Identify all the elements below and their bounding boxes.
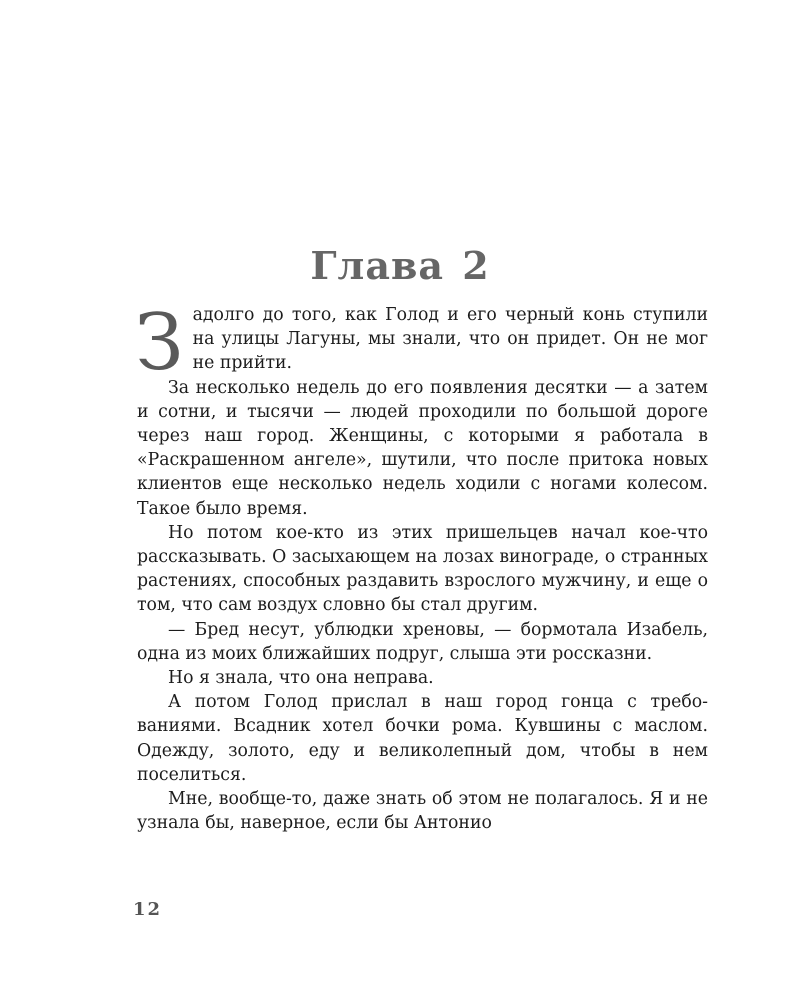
paragraph: Но потом кое-кто из этих пришельцев начал кое-что рассказывать. О засыхающем на лозах винограде, о странных растениях, способных раздавить взрослого мужчину, и еще о том, что сам воздух словно бы стал другим. bbox=[137, 522, 708, 616]
paragraph: Мне, вообще-то, даже знать об этом не полагалось. Я и не узнала бы, наверное, если бы Антонио bbox=[137, 789, 708, 834]
paragraph: А потом Голод прислал в наш город гонца с требованиями. Всадник хотел бочки рома. Кувшины с маслом. Одежду, золото, еду и великолепный дом, чтобы в нем поселиться. bbox=[137, 692, 708, 785]
paragraph: За несколько недель до его появления десятки — а затем и сотни, и тысячи — людей проходили по большой дороге через наш город. Женщины, с которыми я работала в «Раскрашенном ангеле», шутили, что после притока новых клиентов еще несколько недель ходили с ногами колесом. Такое было время. bbox=[137, 377, 708, 519]
body-text bbox=[135, 298, 708, 835]
first-paragraph-text: адолго до того, как Голод и его черный конь ступили на улицы Лагуны, мы знали, что он придет. Он не мог не прийти. bbox=[192, 305, 708, 374]
paragraph: Но я знала, что она неправа. bbox=[168, 668, 434, 689]
page-number: 12 bbox=[133, 899, 163, 920]
paragraph bbox=[135, 298, 708, 388]
paragraph: — Бред несут, ублюдки хреновы, — бормотала Изабель, одна из моих ближайших подруг, слыша эти россказни. bbox=[137, 619, 708, 664]
chapter-title: Глава 2 bbox=[310, 243, 490, 289]
drop-cap: З bbox=[135, 298, 184, 388]
